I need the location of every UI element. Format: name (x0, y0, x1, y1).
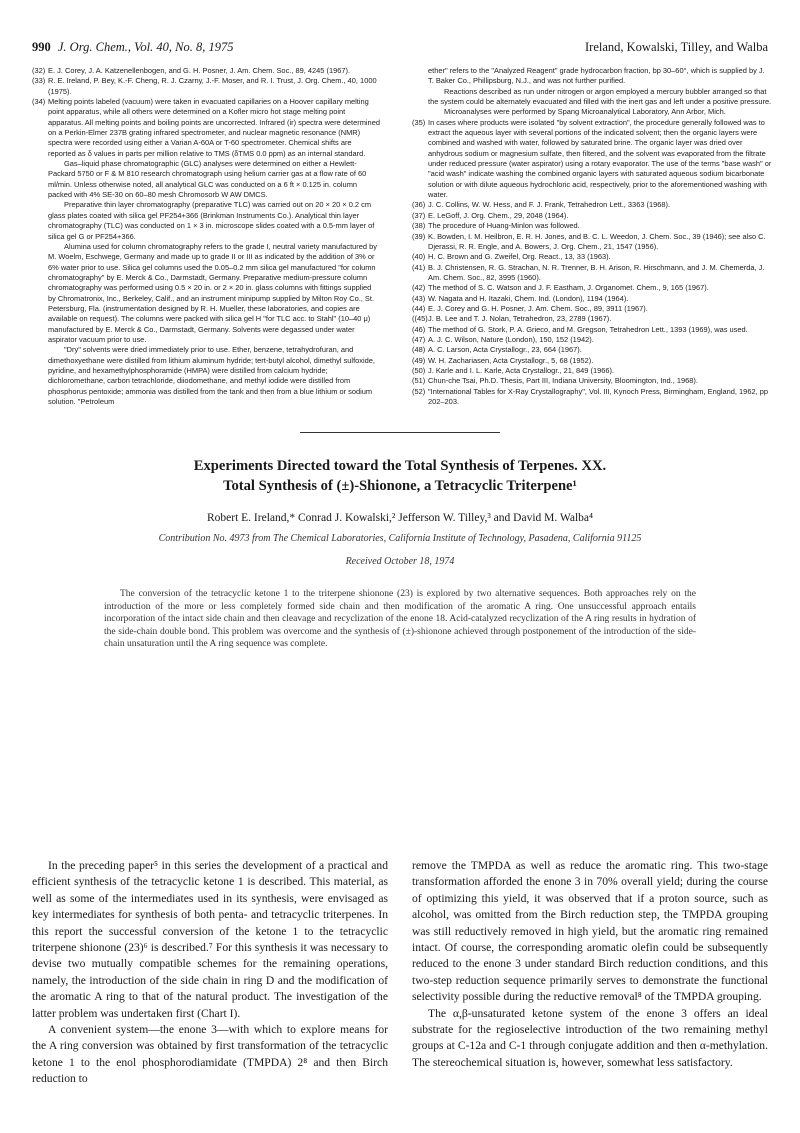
reference-text: J. C. Collins, W. W. Hess, and F. J. Frank, Tetrahedron Lett., 3363 (1968). (428, 200, 671, 210)
reference-number: (34) (32, 97, 46, 107)
body-paragraph: A convenient system—the enone 3—with which to explore means for the A ring conversion was obtained by first transformation of the tetracyclic ketone 1 to the enol phosphorodiamidate (TMPDA) 2⁸ and then Birch reduction to (32, 1023, 388, 1086)
reference-note (412, 304, 772, 314)
reference-note (412, 314, 772, 324)
reference-note (412, 263, 772, 284)
reference-number: (48) (412, 345, 426, 355)
reference-number: (50) (412, 365, 426, 375)
note-paragraph: Alumina used for column chromatography refers to the grade I, neutral variety manufactured by M. Woelm, Eschwege, Germany and made up to grade II or III as indicated by the addition of 3% or 6% water prior to use. Silica gel columns used the 0.05–0.2 mm silica gel manufactured "for column chromatography" by E. Merck & Co., Darmstadt, Germany. Preparative medium-pressure column chromatography was performed using 0.5 × 20 in. or 2 × 20 in. glass columns with fittings supplied by Chromatronix, Inc., Berkeley, Calif., and an instrument minipump supplied by Milton Roy Co., St. Petersburg, Fla. (instrumentation designed by R. H. Mueller, these laboratories, and copies are available on request). The columns were packed with silica gel H "for TLC acc. to Stahl" (10–40 μ) manufactured by E. Merck & Co., Darmstadt, Germany. Solvents were degassed under water aspirator vacuum prior to use. (48, 241, 377, 344)
reference-note (412, 325, 772, 335)
body-paragraph: The α,β-unsaturated ketone system of the enone 3 offers an ideal substrate for the regioselective introduction of the two remaining methyl groups at C-12a and C-1 through conjugate addition and then α-methylation. The stereochemical situation is, however, somewhat less satisfactory. (412, 1006, 768, 1069)
reference-text: E. J. Corey and G. H. Posner, J. Am. Chem. Soc., 89, 3911 (1967). (428, 303, 648, 313)
reference-number: (46) (412, 324, 426, 334)
reference-text: J. Karle and I. L. Karle, Acta Crystallogr., 21, 849 (1966). (428, 365, 615, 375)
reference-note (412, 221, 772, 231)
experimental-notes-continued (412, 66, 772, 118)
note-paragraph: Gas–liquid phase chromatographic (GLC) analyses were determined on either a Hewlett-Packard 5750 or F & M 810 research chromatograph using helium carrier gas at a flow rate of 60 ml/min. Unless otherwise noted, all analytical GLC was conducted on a 6 ft × 0.125 in. column packed with 4% SE-30 on 60–80 mesh Chromosorb W AW DMCS. (48, 159, 367, 200)
body-paragraph: In the preceding paper⁵ in this series the development of a practical and efficient synthesis of the tetracyclic ketone 1 is described. This material, as well as some of the intermediates used in its synthesis, were envisaged as key intermediates for synthesis of both penta- and tetracyclic triterpenes. In this report the successful conversion of the ketone 1 to the tetracyclic triterpene shionone (23)⁶ is described.⁷ For this synthesis it was necessary to devise two mutually compatible schemes for the remaining operations, namely, the introduction of the side chain in ring D and the modification of the aromatic A ring to that of the natural product. The investigation of the latter problem was undertaken first (Chart I). (32, 859, 388, 1020)
section-divider (300, 432, 500, 433)
reference-text: H. C. Brown and G. Zweifel, Org. React., 13, 33 (1963). (428, 252, 611, 262)
reference-number: (32) (32, 66, 46, 75)
reference-text: A. C. Larson, Acta Crystallogr., 23, 664 (1967). (428, 345, 582, 355)
article-title-line2: Total Synthesis of (±)-Shionone, a Tetracyclic Triterpene¹ (223, 478, 577, 494)
reference-text: K. Bowden, I. M. Heilbron, E. R. H. Jones, and B. C. L. Weedon, J. Chem. Soc., 39 (1946); see also C. Djerassi, R. R. Engle, and A. Bowers, J. Org. Chem., 21, 1547 (1956). (428, 231, 766, 251)
references-right-column (412, 66, 772, 407)
contribution-line: Contribution No. 4973 from The Chemical Laboratories, California Institute of Technology, Pasadena, California 91125 (158, 533, 642, 544)
reference-number: (49) (412, 355, 426, 365)
reference-note (32, 76, 380, 97)
note-paragraph: Microanalyses were performed by Spang Microanalytical Laboratory, Ann Arbor, Mich. (444, 107, 726, 117)
reference-note (412, 252, 772, 262)
reference-text: In cases where products were isolated "by solvent extraction", the procedure generally followed was to extract the aqueous layer with several portions of the indicated solvent; then the organic layers were combined and washed with water, followed by saturated brine. The organic layer was dried over anhydrous sodium or magnesium sulfate, then filtered, and the solvent was evaporated from the filtrate under reduced pressure (water aspirator) using a rotary evaporator. The use of the terms "base wash" or "acid wash" indicate washing the combined organic layers with saturated aqueous sodium bicarbonate solution or with dilute aqueous hydrochloric acid, respectively, prior to the aforementioned washing with water. (428, 117, 772, 200)
reference-text: The method of S. C. Watson and J. F. Eastham, J. Organomet. Chem., 9, 165 (1967). (428, 283, 709, 293)
article-authors: Robert E. Ireland,* Conrad J. Kowalski,² Jefferson W. Tilley,³ and David M. Walba⁴ (206, 512, 594, 524)
reference-text: The method of G. Stork, P. A. Grieco, and M. Gregson, Tetrahedron Lett., 1393 (1969), was used. (428, 324, 748, 334)
reference-number: (42) (412, 283, 426, 293)
journal-citation: J. Org. Chem., Vol. 40, No. 8, 1975 (57, 40, 234, 54)
references-left-column (32, 66, 380, 407)
reference-number: (44) (412, 303, 426, 313)
reference-text: Melting points labeled (vacuum) were taken in evacuated capillaries on a Hoover capillary melting point apparatus, while all others were determined on a Kofler micro hot stage melting point apparatus. All melting points and boiling points are uncorrected. Infrared (ir) spectra were determined on a Perkin-Elmer 237B grating infrared spectrometer, and nuclear magnetic resonance (NMR) spectra were recorded using either a Varian A-60A or T-60 spectrometer. Chemical shifts are reported as δ values in parts per million relative to TMS (δTMS 0.0 ppm) as an internal standard. (48, 97, 380, 158)
reference-note (412, 387, 772, 408)
reference-number: (38) (412, 221, 426, 231)
reference-note (412, 294, 772, 304)
reference-list (412, 118, 772, 408)
reference-text: J. B. Lee and T. J. Nolan, Tetrahedron, 23, 2789 (1967). (428, 314, 612, 324)
reference-text: W. H. Zachariasen, Acta Crystallogr., 5, 68 (1952). (428, 355, 594, 365)
reference-number: ((45) (412, 314, 428, 324)
note-paragraph: Preparative thin layer chromatography (preparative TLC) was carried out on 20 × 20 × 0.2 cm glass plates coated with silica gel PF254+366 (Brinkman Instruments Co.). Analytical thin layer chromatography (TLC) was conducted on 1 × 3 in. microscope slides coated with a 0.5-mm layer of silica gel G or PF254+366. (48, 200, 375, 241)
reference-number: (33) (32, 76, 46, 86)
reference-number: (36) (412, 200, 426, 210)
experimental-notes (32, 159, 380, 407)
article-title-line1: Experiments Directed toward the Total Synthesis of Terpenes. XX. (193, 458, 607, 474)
reference-number: (52) (412, 386, 426, 396)
abstract: The conversion of the tetracyclic ketone 1 to the triterpene shionone (23) is explored by two alternative sequences. Both approaches rely on the introduction of the more or less completely formed side chain and then modification of the aromatic A ring. One unsuccessful approach entails incorporation of the intact side chain and then cleavage and recyclization of the enone 18. Acid-catalyzed recyclization of the A ring results in hydration of the side-chain double bond. This problem was overcome and the synthesis of (±)-shionone achieved through postponement of the introduction of the side-chain unsaturation until the A ring sequence was complete. (104, 589, 696, 650)
reference-text: B. J. Christensen, R. G. Strachan, N. R. Trenner, B. H. Arison, R. Hirschmann, and J. M. Chemerda, J. Am. Chem. Soc., 82, 3995 (1960). (428, 262, 765, 282)
body-text-right-column (412, 858, 768, 1071)
reference-text: The procedure of Huang-Minlon was followed. (428, 221, 580, 231)
reference-number: (43) (412, 293, 426, 303)
reference-number: (39) (412, 231, 426, 241)
reference-number: (37) (412, 210, 426, 220)
reference-text: E. LeGoff, J. Org. Chem., 29, 2048 (1964). (428, 210, 569, 220)
note-paragraph: ether" refers to the "Analyzed Reagent" grade hydrocarbon fraction, bp 30–60°, which is supplied by J. T. Baker Co., Phillipsburg, N.J., and was not further purified. (428, 66, 765, 86)
reference-number: (51) (412, 376, 426, 386)
reference-number: (41) (412, 262, 426, 272)
reference-note (412, 376, 772, 386)
reference-note (412, 283, 772, 293)
reference-note (32, 66, 380, 76)
body-text-left-column (32, 858, 388, 1088)
reference-text: R. E. Ireland, P. Bey, K.-F. Cheng, R. J. Czarny, J.-F. Moser, and R. I. Trust, J. Org. Chem., 40, 1000 (1975). (48, 76, 377, 96)
reference-text: A. J. C. Wilson, Nature (London), 150, 152 (1942). (428, 334, 594, 344)
reference-note (412, 356, 772, 366)
running-header-authors: Ireland, Kowalski, Tilley, and Walba (585, 40, 768, 54)
reference-text: W. Nagata and H. Itazaki, Chem. Ind. (London), 1194 (1964). (428, 293, 629, 303)
reference-note (412, 335, 772, 345)
received-date: Received October 18, 1974 (345, 556, 455, 567)
running-header-left (32, 40, 233, 55)
reference-note (412, 345, 772, 355)
reference-note (412, 232, 772, 253)
reference-text: "International Tables for X-Ray Crystallography", Vol. III, Kynoch Press, Birmingham, England, 1962, pp 202–203. (428, 386, 769, 406)
note-paragraph: "Dry" solvents were dried immediately prior to use. Ether, benzene, tetrahydrofuran, and dimethoxyethane were distilled from lithium aluminum hydride; tert-butyl alcohol, dimethyl sulfoxide, pyridine, and hexamethylphosphoramide (HMPA) were distilled from calcium hydride; dichloromethane, carbon tetrachloride, diiodomethane, and methyl iodide were distilled from phosphorus pentoxide; ammonia was distilled from the tank and then from a blue lithium or sodium solution. "Petroleum (48, 345, 375, 406)
reference-note (412, 118, 772, 201)
reference-text: Chun-che Tsai, Ph.D. Thesis, Part III, Indiana University, Bloomington, Ind., 1968). (428, 376, 698, 386)
page-number: 990 (32, 40, 51, 54)
reference-note (412, 200, 772, 210)
reference-number: (47) (412, 334, 426, 344)
reference-note (412, 366, 772, 376)
reference-number: (40) (412, 252, 426, 262)
reference-note (32, 97, 380, 159)
reference-number: (35) (412, 117, 426, 127)
reference-list (32, 66, 380, 159)
body-paragraph: remove the TMPDA as well as reduce the aromatic ring. This two-stage transformation afforded the enone 3 in 70% overall yield; during the course of optimizing this yield, it was observed that if a proton source, such as alcohol, was omitted from the Birch reduction step, the TMPDA grouping was still reductively removed in high yield, but the aromatic ring remained intact. Of course, the corresponding aromatic olefin could be subsequently reduced to the enone 3 under standard Birch reduction conditions, and this two-step reduction sequence primarily serves to demonstrate the functional selectivity possible during the reductive removal⁸ of the TMPDA grouping. (412, 859, 768, 1004)
note-paragraph: Reactions described as run under nitrogen or argon employed a mercury bubbler arranged so that the system could be alternately evacuated and filled with the inert gas and left under a positive pressure. (428, 86, 772, 107)
reference-note (412, 211, 772, 221)
reference-text: E. J. Corey, J. A. Katzenellenbogen, and G. H. Posner, J. Am. Chem. Soc., 89, 4245 (1967). (48, 66, 351, 75)
